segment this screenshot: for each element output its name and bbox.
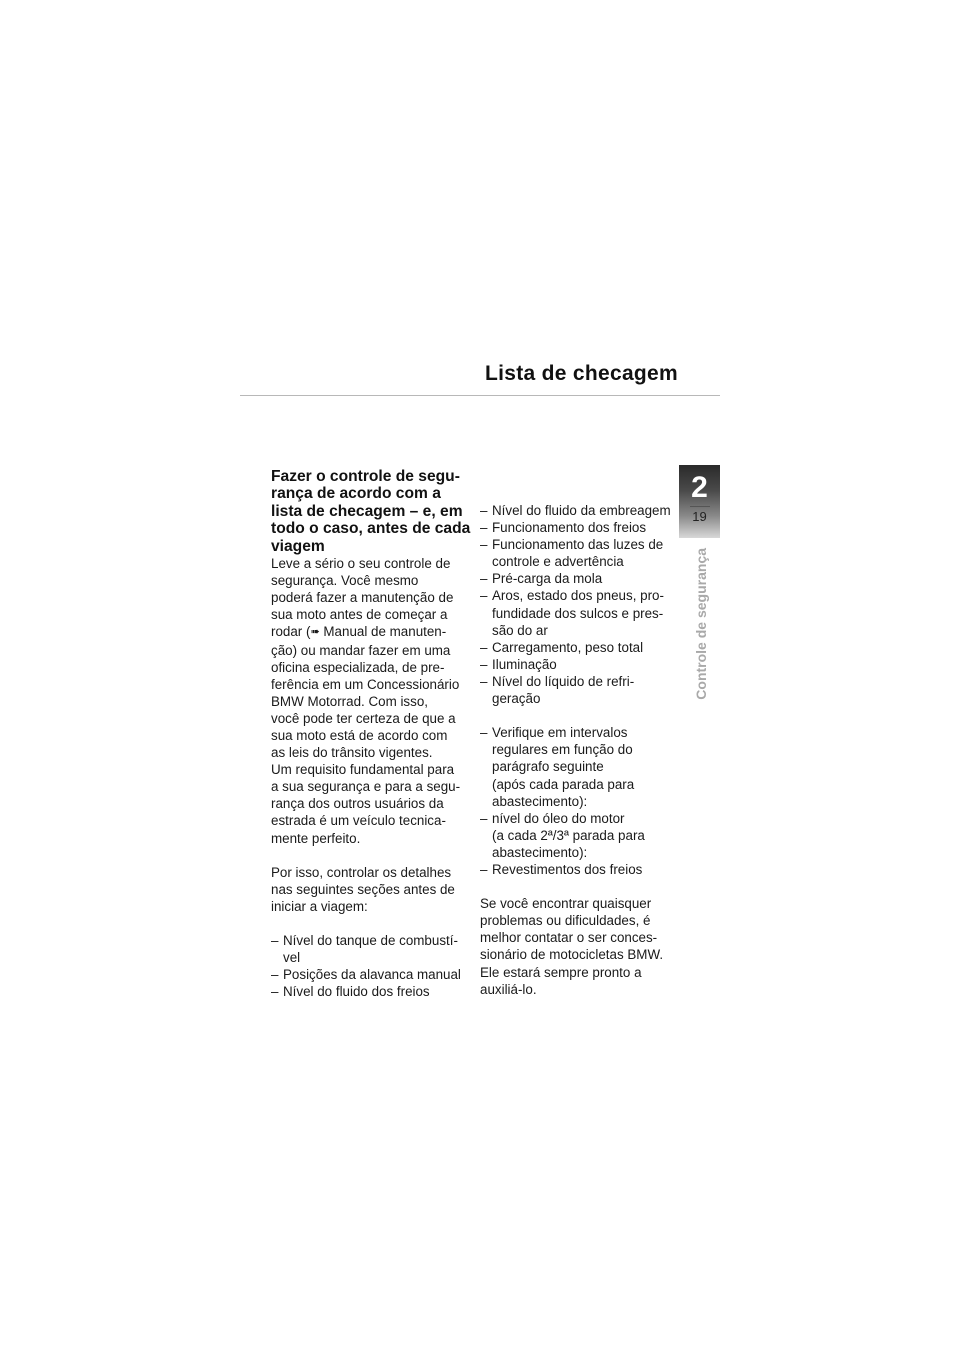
list-item: – Carregamento, peso total — [480, 639, 680, 656]
section-heading: Fazer o controle de segu- rança de acordo com a lista de checagem – e, em todo o caso, antes de cada viagem — [271, 468, 471, 555]
chapter-side-label: Controle de segurança — [693, 548, 709, 700]
checklist-left — [271, 932, 471, 1000]
chapter-tab — [679, 465, 720, 538]
list-item: – Iluminação — [480, 656, 680, 673]
list-item: – Funcionamento das luzes de controle e advertência — [480, 536, 680, 570]
arrow-right-icon: ➠ — [310, 626, 320, 639]
spacer — [480, 707, 680, 724]
intro-paragraph — [271, 555, 471, 847]
list-item: – Nível do fluido dos freios — [271, 983, 471, 1000]
chapter-divider — [690, 506, 710, 507]
right-column — [480, 502, 680, 998]
list-item: – Posições da alavanca manual — [271, 966, 471, 983]
closing-paragraph: Se você encontrar quaisquer problemas ou dificuldades, é melhor contatar o ser conces- sionário de motocicletas BMW. Ele estará sempre pronto a auxiliá-lo. — [480, 896, 664, 997]
list-item: – Funcionamento dos freios — [480, 519, 680, 536]
spacer — [271, 915, 471, 932]
instruction-paragraph: Por isso, controlar os detalhes nas seguintes seções antes de iniciar a viagem: — [271, 864, 455, 914]
intro-text-end: Manual de manuten- ção) ou mandar fazer em uma oficina especializada, de pre- ferência em um Concessionário BMW Motorrad. Com isso, você pode ter certeza de que a sua moto está de acordo com as leis do trânsito vigentes. Um requisito fundamental para a sua segurança e para a segu- rança dos outros usuários da estrada é um veículo tecnica- mente perfeito. — [271, 624, 461, 846]
spacer — [480, 878, 680, 895]
spacer — [271, 847, 471, 864]
list-item: – Aros, estado dos pneus, pro- fundidade dos sulcos e pres- são do ar — [480, 587, 680, 638]
page-number: 19 — [692, 509, 707, 524]
list-item: – Nível do tanque de combustí- vel — [271, 932, 471, 966]
left-column — [271, 468, 471, 1000]
intro-text-start: Leve a sério o seu controle de segurança. Você mesmo poderá fazer a manutenção de sua moto antes de começar a rodar ( — [271, 556, 454, 640]
list-item: – Nível do líquido de refri- geração — [480, 673, 680, 707]
title-divider — [240, 395, 720, 396]
side-label-container — [690, 548, 712, 748]
interval-checklist — [480, 724, 680, 878]
list-item: – Nível do fluido da embreagem — [480, 502, 680, 519]
page-title: Lista de checagem — [484, 362, 678, 385]
list-item: – Verifique em intervalos regulares em função do parágrafo seguinte (após cada parada para abastecimento): — [480, 724, 680, 809]
chapter-number: 2 — [691, 471, 708, 504]
list-item: – Revestimentos dos freios — [480, 861, 680, 878]
checklist-right — [480, 502, 680, 707]
list-item: – nível do óleo do motor (a cada 2ª/3ª parada para abastecimento): — [480, 810, 680, 861]
list-item: – Pré-carga da mola — [480, 570, 680, 587]
